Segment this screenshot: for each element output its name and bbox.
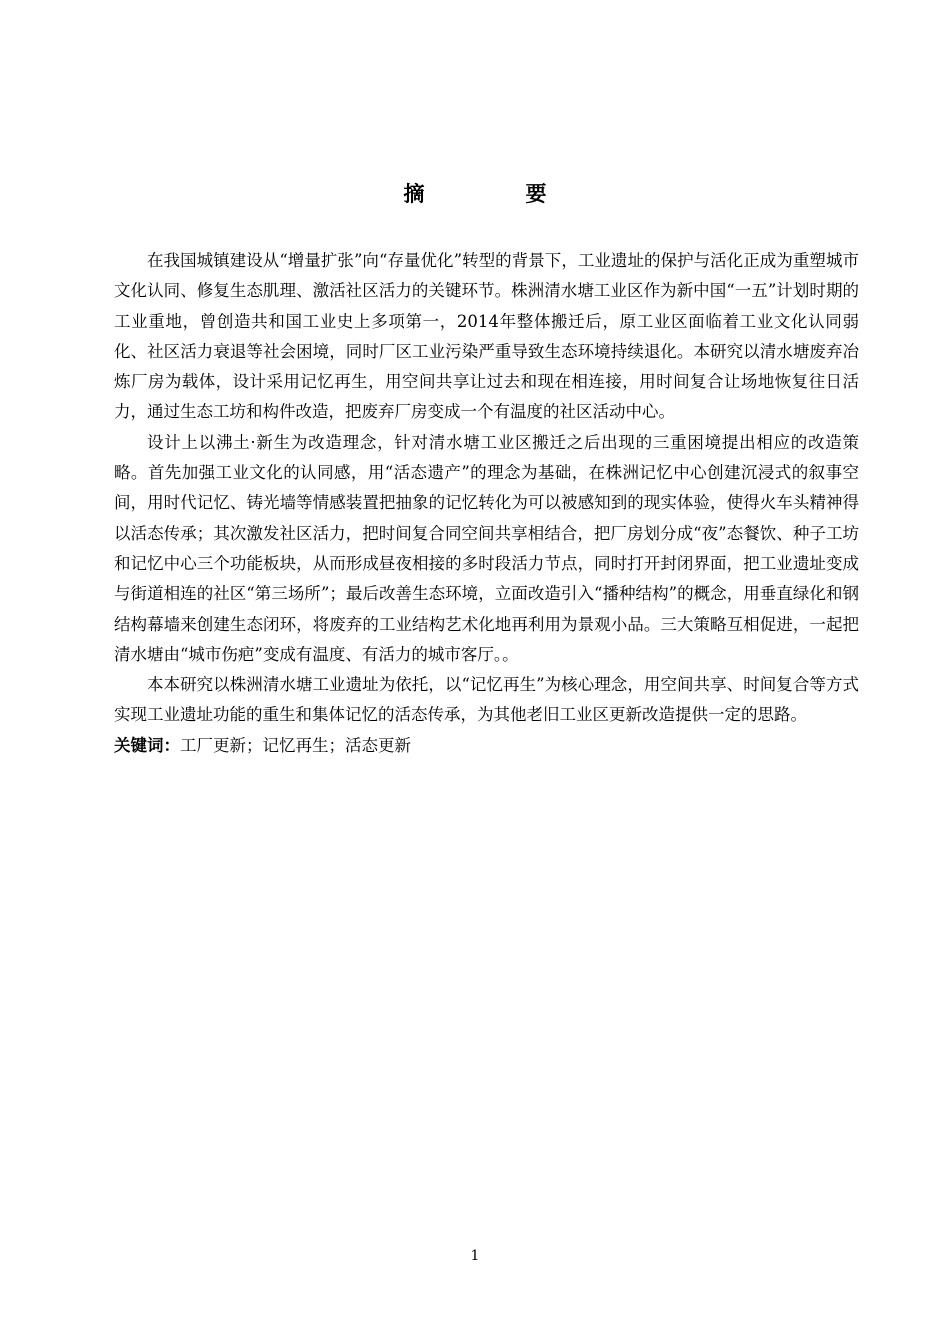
abstract-body <box>114 246 859 761</box>
page-number: 1 <box>470 1248 480 1264</box>
abstract-paragraph-3: 本本研究以株洲清水塘工业遗址为依托，以“记忆再生”为核心理念，用空间共享、时间复合等方式实现工业遗址功能的重生和集体记忆的活态传承，为其他老旧工业区更新改造提供一定的思路。 <box>114 675 859 725</box>
abstract-paragraph-2: 设计上以沸土·新生为改造理念，针对清水塘工业区搬迁之后出现的三重困境提出相应的改造策略。首先加强工业文化的认同感，用“活态遗产”的理念为基础，在株洲记忆中心创建沉浸式的叙事空间，用时代记忆、铸光墙等情感装置把抽象的记忆转化为可以被感知到的现实体验，使得火车头精神得以活态传承；其次激发社区活力，把时间复合同空间共享相结合，把厂房划分成“夜”态餐饮、种子工坊和记忆中心三个功能板块，从而形成昼夜相接的多时段活力节点，同时打开封闭界面，把工业遗址变成与街道相连的社区“第三场所”；最后改善生态环境，立面改造引入“播种结构”的概念，用垂直绿化和钢结构幕墙来创建生态闭环，将废弃的工业结构艺术化地再利用为景观小品。三大策略互相促进，一起把清水塘由“城市伤疤”变成有温度、有活力的城市客厅。。 <box>114 432 859 664</box>
abstract-paragraph-1: 在我国城镇建设从“增量扩张”向“存量优化”转型的背景下，工业遗址的保护与活化正成为重塑城市文化认同、修复生态肌理、激活社区活力的关键环节。株洲清水塘工业区作为新中国“一五”计划时期的工业重地，曾创造共和国工业史上多项第一，2014年整体搬迁后，原工业区面临着工业文化认同弱化、社区活力衰退等社会困境，同时厂区工业污染严重导致生态环境持续退化。本研究以清水塘废弃冶炼厂房为载体，设计采用记忆再生，用空间共享让过去和现在相连接，用时间复合让场地恢复往日活力，通过生态工坊和构件改造，把废弃厂房变成一个有温度的社区活动中心。 <box>114 251 859 422</box>
keywords-label: 关键词： <box>114 735 180 755</box>
keywords-line <box>114 731 859 761</box>
keywords-value: 工厂更新；记忆再生；活态更新 <box>180 735 411 755</box>
abstract-title: 摘 要 <box>403 181 587 206</box>
